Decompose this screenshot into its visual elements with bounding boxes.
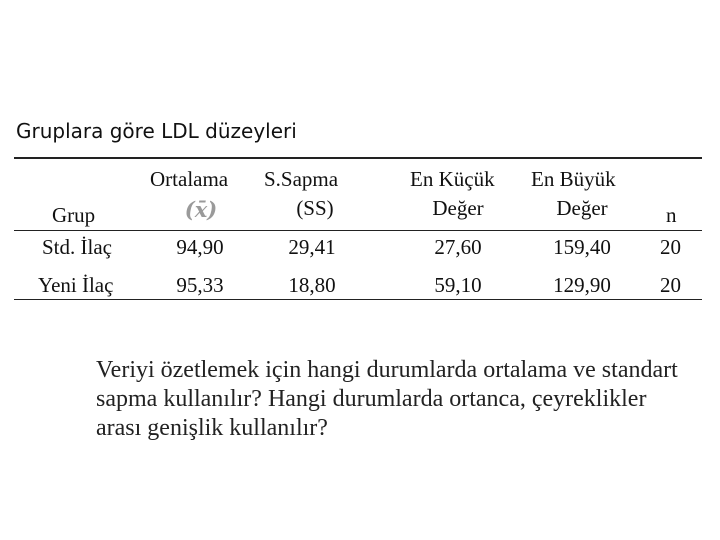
cell-ssapma: 29,41 — [288, 235, 336, 259]
header-ssapma-line2: (SS) — [296, 196, 334, 220]
cell-enbuyuk: 159,40 — [553, 235, 611, 259]
cell-n: 20 — [660, 235, 681, 259]
header-ortalama: Ortalama — [150, 167, 229, 191]
table-header-rule — [14, 230, 702, 231]
cell-enkucuk: 59,10 — [434, 273, 482, 297]
header-n: n — [666, 203, 677, 227]
discussion-question: Veriyi özetlemek için hangi durumlarda ortalama ve standart sapma kullanılır? Hangi durumlarda ortanca, çeyreklikler arası genişlik kullanılır? — [96, 357, 678, 441]
page-title: Gruplara göre LDL düzeyleri — [16, 119, 297, 143]
header-grup: Grup — [52, 203, 96, 227]
cell-n: 20 — [660, 273, 681, 297]
mean-symbol-icon: (x̄) — [184, 197, 218, 222]
table-top-rule — [14, 157, 702, 159]
header-enkucuk-line1: En Küçük — [410, 167, 495, 191]
header-ssapma-line1: S.Sapma — [264, 167, 339, 191]
cell-grup: Yeni İlaç — [38, 273, 114, 297]
cell-ortalama: 94,90 — [176, 235, 224, 259]
header-enbuyuk-line1: En Büyük — [531, 167, 616, 191]
cell-ssapma: 18,80 — [288, 273, 336, 297]
header-enbuyuk-line2: Değer — [556, 196, 608, 220]
header-enkucuk-line2: Değer — [432, 196, 484, 220]
cell-enkucuk: 27,60 — [434, 235, 482, 259]
cell-ortalama: 95,33 — [176, 273, 224, 297]
table-bottom-rule — [14, 299, 702, 300]
cell-grup: Std. İlaç — [42, 235, 112, 259]
cell-enbuyuk: 129,90 — [553, 273, 611, 297]
